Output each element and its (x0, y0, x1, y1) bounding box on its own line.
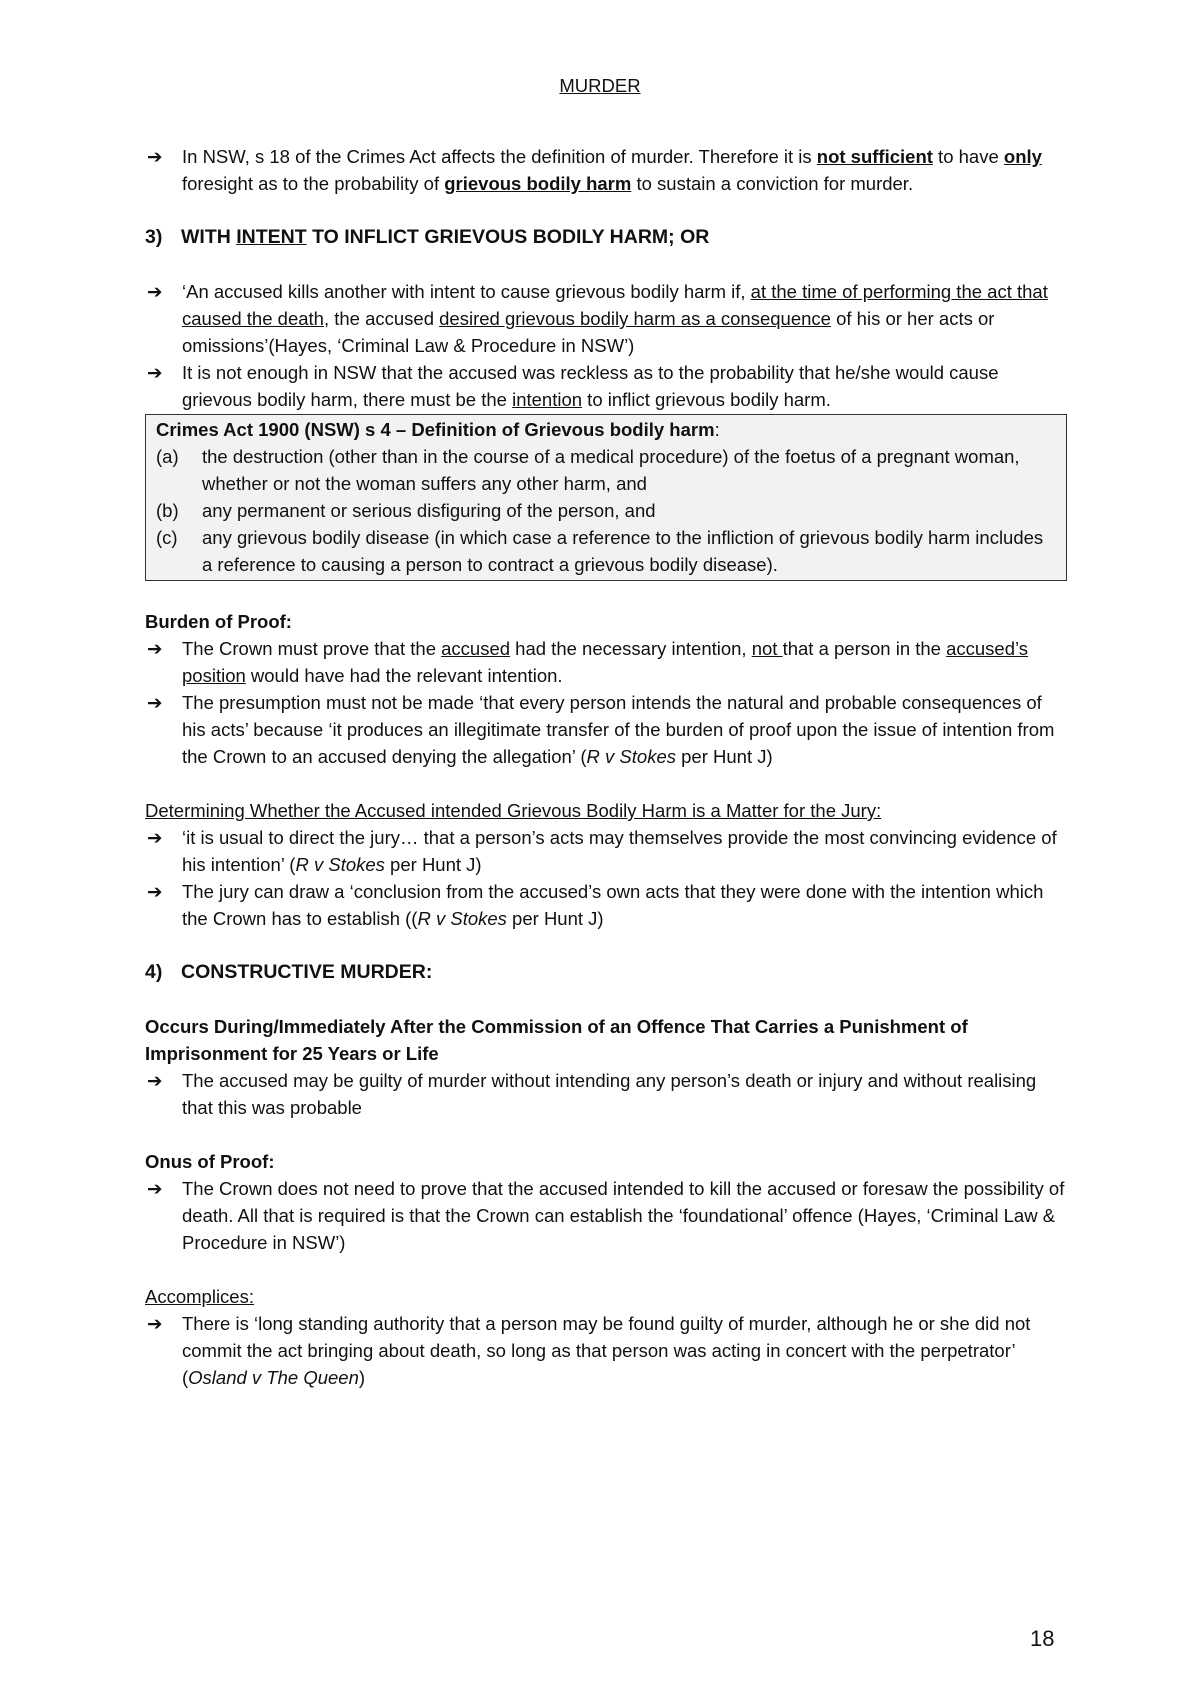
bullet-intent-definition: ➔ ‘An accused kills another with intent to cause grievous bodily harm if, at the time of performing the act that caused the death, the accused desired grievous bodily harm as a consequence of his or her acts or omissions’(Hayes, ‘Criminal Law & Procedure in NSW’) (145, 278, 1070, 359)
definition-item: (b) any permanent or serious disfiguring of the person, and (156, 500, 656, 521)
definition-box-title: Crimes Act 1900 (NSW) s 4 – Definition of Grievous bodily harm: (156, 419, 720, 440)
bullet-crown-prove: ➔ The Crown must prove that the accused had the necessary intention, not that a person in the accused’s position would have had the relevant intention. (145, 635, 1070, 689)
arrow-icon: ➔ (147, 281, 163, 302)
occurs-heading: Occurs During/Immediately After the Commission of an Offence That Carries a Punishment of Imprisonment for 25 Years or Life (145, 1016, 968, 1064)
jury-heading: Determining Whether the Accused intended Grievous Bodily Harm is a Matter for the Jury: (145, 800, 882, 821)
arrow-icon: ➔ (147, 881, 163, 902)
arrow-icon: ➔ (147, 1313, 163, 1334)
arrow-icon: ➔ (147, 1070, 163, 1091)
bullet-jury-conclusion: ➔ The jury can draw a ‘conclusion from the accused’s own acts that they were done with the intention which the Crown has to establish ((R v Stokes per Hunt J) (145, 878, 1070, 932)
bullet-foundational-offence: ➔ The Crown does not need to prove that the accused intended to kill the accused or foresaw the possibility of death. All that is required is that the Crown can establish the ‘foundational’ offence (Hayes, ‘Criminal Law & Procedure in NSW’) (145, 1175, 1070, 1256)
page-number: 18 (1030, 1626, 1055, 1651)
section-4-heading: 4) CONSTRUCTIVE MURDER: (145, 961, 433, 983)
arrow-icon: ➔ (147, 692, 163, 713)
arrow-icon: ➔ (147, 146, 163, 167)
page-content (145, 143, 1070, 1391)
bullet-acting-in-concert: ➔ There is ‘long standing authority that a person may be found guilty of murder, although he or she did not commit the act bringing about death, so long as that person was acting in concert with the perpetrator’ (Osland v The Queen) (145, 1310, 1070, 1391)
bullet-direct-jury: ➔ ‘it is usual to direct the jury… that a person’s acts may themselves provide the most convincing evidence of his intention’ (R v Stokes per Hunt J) (145, 824, 1070, 878)
arrow-icon: ➔ (147, 638, 163, 659)
bullet-s18: ➔ In NSW, s 18 of the Crimes Act affects the definition of murder. Therefore it is not sufficient to have only foresight as to the probability of grievous bodily harm to sustain a conviction for murder. (145, 143, 1070, 197)
arrow-icon: ➔ (147, 362, 163, 383)
onus-heading: Onus of Proof: (145, 1151, 275, 1172)
arrow-icon: ➔ (147, 1178, 163, 1199)
bullet-presumption: ➔ The presumption must not be made ‘that every person intends the natural and probable consequences of his acts’ because ‘it produces an illegitimate transfer of the burden of proof upon the issue of intention from the Crown to an accused denying the allegation’ (R v Stokes per Hunt J) (145, 689, 1070, 770)
page-header: MURDER (559, 75, 641, 96)
definition-item: (a) the destruction (other than in the course of a medical procedure) of the foetus of a pregnant woman, whether or not the woman suffers any other harm, and (156, 446, 1020, 494)
accomplices-heading: Accomplices: (145, 1286, 254, 1307)
section-3-heading: 3) WITH INTENT TO INFLICT GRIEVOUS BODILY HARM; OR (145, 226, 710, 248)
bullet-guilty-without-intent: ➔ The accused may be guilty of murder without intending any person’s death or injury and without realising that this was probable (145, 1067, 1070, 1121)
definition-box (145, 414, 1067, 581)
burden-heading: Burden of Proof: (145, 611, 292, 632)
definition-item: (c) any grievous bodily disease (in which case a reference to the infliction of grievous bodily harm includes a reference to causing a person to contract a grievous bodily disease). (156, 527, 1044, 575)
bullet-reckless: ➔ It is not enough in NSW that the accused was reckless as to the probability that he/she would cause grievous bodily harm, there must be the intention to inflict grievous bodily harm. (145, 359, 1070, 413)
arrow-icon: ➔ (147, 827, 163, 848)
